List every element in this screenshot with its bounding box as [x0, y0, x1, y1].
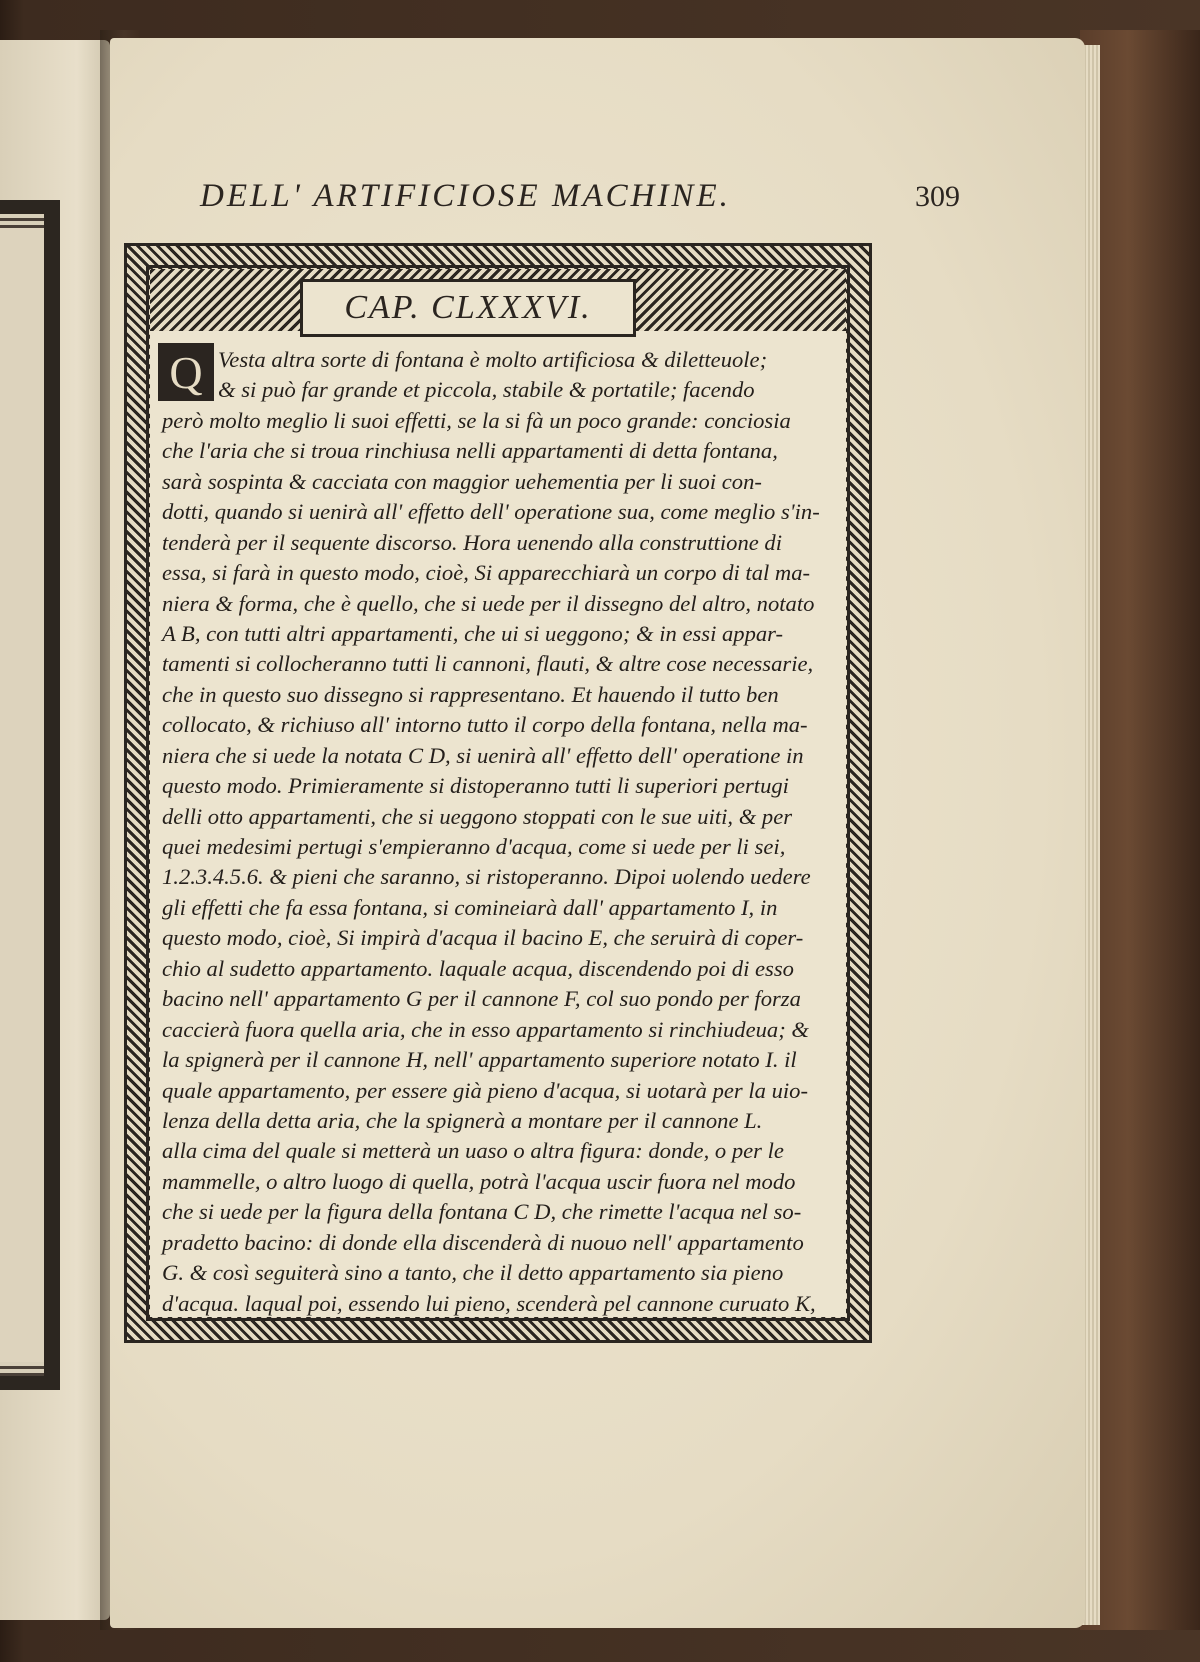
text-line: pradetto bacino: di donde ella discenderà di nuouo nell' appartamento	[162, 1229, 804, 1255]
text-line: 1.2.3.4.5.6. & pieni che saranno, si ristoperanno. Dipoi uolendo uedere	[162, 864, 811, 890]
text-line: che si uede per la figura della fontana C D, che rimette l'acqua nel so-	[162, 1199, 802, 1225]
running-title: DELL' ARTIFICIOSE MACHINE.	[200, 178, 731, 214]
text-line: chio al sudetto appartamento. laquale acqua, discendendo poi di esso	[162, 955, 794, 981]
ornamental-frame	[124, 243, 872, 1343]
text-line: collocato, & richiuso all' intorno tutto il corpo della fontana, nella ma-	[162, 712, 808, 738]
text-line: niera che si uede la notata C D, si uenirà all' effetto dell' operatione in	[162, 742, 804, 768]
facing-page-ornament	[0, 200, 60, 1390]
text-line: sarà sospinta & cacciata con maggior uehementia per li suoi con-	[162, 468, 762, 494]
text-line: A B, con tutti altri appartamenti, che ui si ueggono; & in essi appar-	[162, 620, 784, 646]
text-line: G. & così seguiterà sino a tanto, che il detto appartamento sia pieno	[162, 1260, 784, 1286]
text-line: questo modo, cioè, Si impirà d'acqua il bacino E, che seruirà di coper-	[162, 925, 804, 951]
chapter-heading-box	[300, 279, 636, 337]
page-header	[200, 178, 960, 238]
text-line: la spignerà per il cannone H, nell' appartamento superiore notato I. il	[162, 1047, 797, 1073]
facing-page	[0, 40, 110, 1620]
text-line: essa, si farà in questo modo, cioè, Si apparecchiarà un corpo di tal ma-	[162, 560, 811, 586]
page-number: 309	[915, 180, 960, 213]
chapter-text	[162, 345, 840, 1319]
text-line: tenderà per il sequente discorso. Hora uenendo alla construttione di	[162, 529, 782, 555]
decorated-initial	[158, 343, 214, 401]
chapter-title: CAP. CLXXXVI.	[344, 289, 592, 326]
text-line: quale appartamento, per essere già pieno d'acqua, si uotarà per la uio-	[162, 1077, 808, 1103]
text-line: d'acqua. laqual poi, essendo lui pieno, scenderà pel cannone curuato K,	[162, 1290, 816, 1316]
text-line: che l'aria che si troua rinchiusa nelli appartamenti di detta fontana,	[162, 438, 778, 464]
text-line: questo modo. Primieramente si distoperanno tutti li superiori pertugi	[162, 773, 789, 799]
text-line: delli otto appartamenti, che si ueggono stoppati con le sue uiti, & per	[162, 803, 793, 829]
text-line: caccierà fuora quella aria, che in esso appartamento si rinchiudeua; &	[162, 1016, 809, 1042]
text-line: & si può far grande et piccola, stabile & portatile; facendo	[218, 377, 755, 403]
text-line: gli effetti che fa essa fontana, si comineiarà dall' appartamento I, in	[162, 894, 778, 920]
text-line: niera & forma, che è quello, che si uede per il dissegno del altro, notato	[162, 590, 815, 616]
text-line: lenza della detta aria, che la spignerà a montare per il cannone L.	[162, 1107, 763, 1133]
text-line: bacino nell' appartamento G per il cannone F, col suo pondo per forza	[162, 986, 801, 1012]
facing-page-illustration	[0, 228, 44, 1362]
initial-letter: Q	[169, 346, 203, 398]
text-line: alla cima del quale si metterà un uaso o altra figura: donde, o per le	[162, 1138, 784, 1164]
text-line: però molto meglio li suoi effetti, se la si fà un poco grande: conciosia	[162, 407, 791, 433]
text-line: tamenti si collocheranno tutti li cannoni, flauti, & altre cose necessarie,	[162, 651, 814, 677]
text-line: quei medesimi pertugi s'empieranno d'acqua, come si uede per li sei,	[162, 834, 786, 859]
page	[110, 38, 1085, 1628]
text-line: Vesta altra sorte di fontana è molto artificiosa & diletteuole;	[218, 347, 768, 372]
text-line: che in questo suo dissegno si rappresentano. Et hauendo il tutto ben	[162, 681, 779, 707]
text-line: dotti, quando si uenirà all' effetto dell' operatione sua, come meglio s'in-	[162, 499, 820, 525]
text-line: mammelle, o altro luogo di quella, potrà l'acqua uscir fuora nel modo	[162, 1168, 796, 1194]
